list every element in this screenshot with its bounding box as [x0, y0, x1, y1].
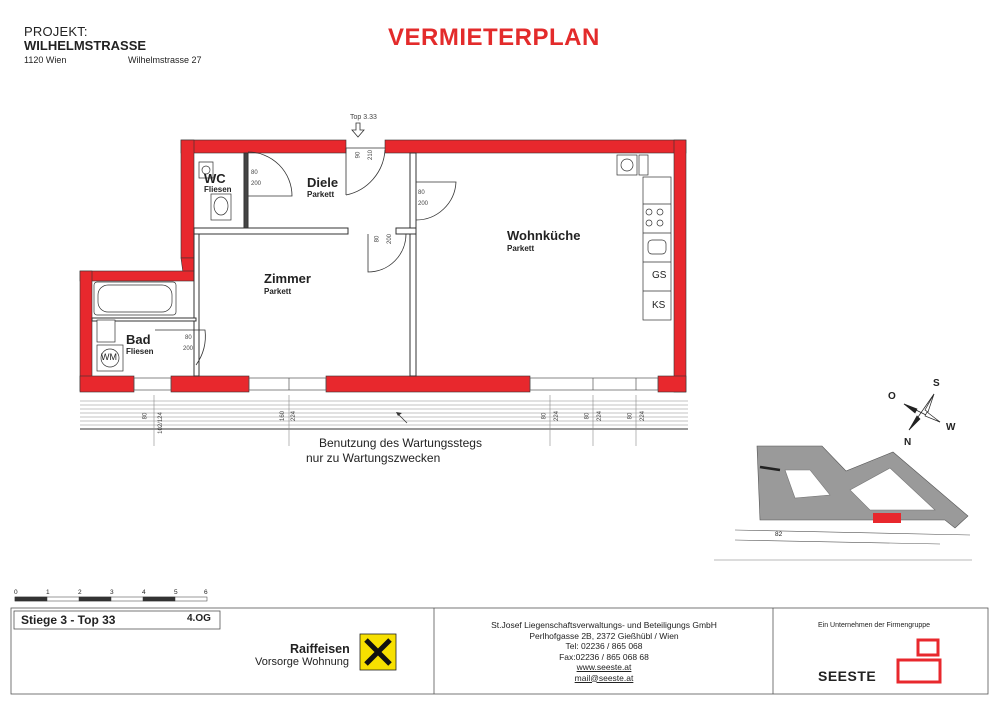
- project-street: Wilhelmstrasse 27: [128, 55, 202, 65]
- facade-dim: 102/124: [157, 412, 164, 434]
- company-website-link[interactable]: www.seeste.at: [576, 662, 632, 672]
- facade-dim: 224: [554, 410, 561, 422]
- scale-tick: 4: [142, 589, 146, 596]
- door-bad-height: 200: [183, 346, 194, 352]
- compass-n: N: [904, 437, 912, 448]
- group-text: Ein Unternehmen der Firmengruppe: [818, 622, 931, 629]
- room-diele-name: Diele: [307, 175, 339, 190]
- scale-tick: 2: [78, 589, 82, 596]
- project-name: WILHELMSTRASSE: [24, 38, 147, 53]
- scale-tick: 6: [204, 589, 208, 596]
- room-wohnkueche-floor: Parkett: [507, 244, 535, 253]
- site-plan: [714, 446, 972, 560]
- project-label: PROJEKT:: [24, 24, 88, 39]
- raiffeisen-sub: Vorsorge Wohnung: [255, 656, 349, 668]
- seeste-logo-mark: [898, 640, 940, 682]
- company-address: Perlhofgasse 2B, 2372 Gießhübl / Wien: [529, 630, 679, 641]
- raiffeisen-logo-mark: [360, 634, 396, 670]
- facade-dim: 80: [142, 412, 149, 420]
- site-plan-marker: 82: [775, 531, 783, 538]
- room-bad-floor: Fliesen: [126, 347, 154, 356]
- door-kitchen-height: 200: [418, 201, 429, 207]
- room-bad-name: Bad: [126, 332, 151, 347]
- facade-dim: 80: [627, 412, 634, 420]
- facade-dim: 80: [584, 412, 591, 420]
- facade-dim: 160: [280, 410, 287, 422]
- washer-label: WM: [101, 352, 117, 362]
- door-entry-width: 90: [355, 151, 362, 159]
- compass-w: W: [946, 422, 956, 433]
- door-zimmer-width: 80: [374, 235, 381, 243]
- fixtures: [94, 155, 671, 371]
- scale-tick: 3: [110, 589, 114, 596]
- walkway-note-line1: Benutzung des Wartungsstegs: [319, 436, 482, 450]
- room-wc-name: WC: [204, 171, 226, 186]
- company-fax: Fax:02236 / 865 068 68: [559, 651, 649, 662]
- seeste-logo: SEESTE: [818, 668, 877, 684]
- door-bad-width: 80: [185, 335, 192, 341]
- walkway-note-line2: nur zu Wartungszwecken: [306, 451, 441, 465]
- stove-label: GS: [652, 270, 667, 281]
- compass-s: S: [933, 378, 940, 389]
- walls: [80, 140, 686, 392]
- page-title: VERMIETERPLAN: [388, 24, 600, 51]
- company-name: St.Josef Liegenschaftsverwaltungs- und Beteiligungs GmbH: [491, 620, 717, 630]
- fridge-label: KS: [652, 300, 666, 311]
- room-wc-floor: Fliesen: [204, 185, 232, 194]
- scale-tick: 0: [14, 589, 18, 596]
- scale-bar: [15, 597, 207, 601]
- company-info: [440, 620, 768, 683]
- facade-dim: 224: [640, 410, 647, 422]
- unit-label: Stiege 3 - Top 33: [21, 613, 116, 627]
- door-wc-width: 80: [251, 170, 258, 176]
- project-city: 1120 Wien: [24, 55, 67, 65]
- facade-dim: 224: [291, 410, 298, 422]
- door-entry-height: 210: [368, 149, 375, 161]
- scale-tick: 1: [46, 589, 50, 596]
- compass-rose: [904, 394, 940, 430]
- company-phone: Tel: 02236 / 865 068: [565, 641, 643, 651]
- room-zimmer-floor: Parkett: [264, 287, 292, 296]
- raiffeisen-brand: Raiffeisen: [290, 642, 350, 656]
- door-wc-height: 200: [251, 181, 262, 187]
- unit-floor: 4.OG: [187, 613, 211, 624]
- company-email-link[interactable]: mail@seeste.at: [574, 672, 634, 683]
- door-zimmer-height: 200: [387, 233, 394, 245]
- walkway-arrow: [396, 412, 407, 423]
- facade-dim: 224: [597, 410, 604, 422]
- room-diele-floor: Parkett: [307, 190, 335, 199]
- scale-tick: 5: [174, 589, 178, 596]
- room-wohnkueche-name: Wohnküche: [507, 228, 581, 243]
- room-zimmer-name: Zimmer: [264, 271, 311, 286]
- entrance-label: Top 3.33: [350, 114, 377, 121]
- compass-o: O: [888, 391, 896, 402]
- entrance-arrow: [352, 123, 364, 137]
- facade-dim: 80: [541, 412, 548, 420]
- door-kitchen-width: 80: [418, 190, 425, 196]
